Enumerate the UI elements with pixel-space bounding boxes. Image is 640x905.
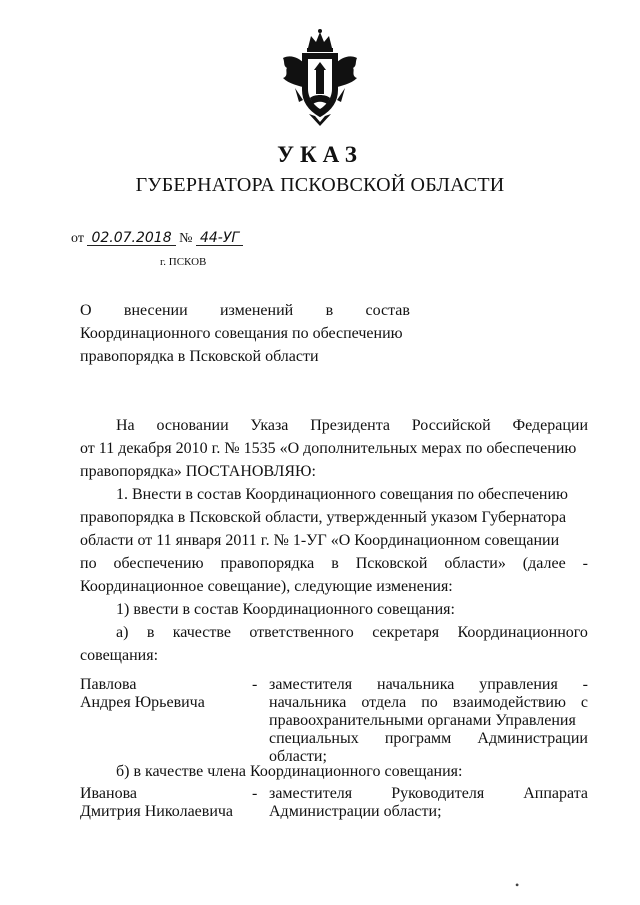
word: Федерации xyxy=(512,417,588,434)
body-line: правопорядка в Псковской области, утвержденный указом Губернатора xyxy=(80,509,567,526)
body-line: 1. Внести в состав Координационного совещания по обеспечению xyxy=(116,486,568,503)
number-label: № xyxy=(179,231,193,246)
word: по xyxy=(421,694,438,711)
word: Администрации xyxy=(477,730,588,747)
dash-separator: - xyxy=(252,785,258,802)
pskov-coat-of-arms-emblem xyxy=(281,28,359,128)
body-line: 1) ввести в состав Координационного совещания: xyxy=(116,601,455,618)
word: в xyxy=(146,624,155,641)
person-position xyxy=(269,785,588,821)
person-name xyxy=(80,785,233,821)
decree-body xyxy=(80,414,588,667)
body-line xyxy=(80,414,588,437)
position-line: Администрации области; xyxy=(269,803,442,820)
decree-body-continued xyxy=(80,760,588,783)
word: Президента xyxy=(310,417,391,434)
position-line xyxy=(269,676,588,694)
person-surname: Иванова xyxy=(80,785,138,802)
position-line: правоохранительными органами Управления xyxy=(269,712,576,729)
person-surname: Павлова xyxy=(80,676,137,693)
position-line xyxy=(269,730,588,748)
word: секретаря xyxy=(372,624,440,641)
word: О xyxy=(80,302,92,319)
word: заместителя xyxy=(269,676,353,693)
word: состав xyxy=(365,302,410,319)
word: а) xyxy=(116,624,129,641)
word: с xyxy=(580,694,588,711)
person-given-names: Дмитрия Николаевича xyxy=(80,803,234,820)
word: области» xyxy=(444,555,506,572)
handwritten-number: 44-УГ xyxy=(196,231,243,246)
document-subtitle: ГУБЕРНАТОРА ПСКОВСКОЙ ОБЛАСТИ xyxy=(135,174,505,196)
word: начальника xyxy=(269,694,347,711)
word: основании xyxy=(156,417,229,434)
subject-line-3: правопорядка в Псковской области xyxy=(80,348,319,365)
body-line: Координационное совещание), следующие изменения: xyxy=(80,578,453,595)
word: Указа xyxy=(250,417,289,434)
subject-line-1 xyxy=(80,299,410,322)
date-number-line xyxy=(71,231,243,247)
word: Руководителя xyxy=(391,785,485,802)
word: отдела xyxy=(361,694,407,711)
person-position xyxy=(269,676,588,766)
word: в xyxy=(331,555,339,572)
person-entry xyxy=(80,676,588,766)
subject-line-2: Координационного совещания по обеспечению xyxy=(80,325,403,342)
word: заместителя xyxy=(269,785,353,802)
word: начальника xyxy=(377,676,455,693)
person-given-names: Андрея Юрьевича xyxy=(80,694,205,711)
person-entry xyxy=(80,785,588,825)
city-label: г. ПСКОВ xyxy=(160,256,207,268)
dash-separator: - xyxy=(252,676,258,693)
word: специальных xyxy=(269,730,359,747)
word: программ xyxy=(384,730,452,747)
word: изменений xyxy=(219,302,294,319)
word: Аппарата xyxy=(523,785,588,802)
word: по xyxy=(80,555,97,572)
decree-subject xyxy=(80,299,410,368)
footer-mark: • xyxy=(515,878,520,892)
word: качестве xyxy=(172,624,231,641)
word: - xyxy=(582,676,588,693)
body-line xyxy=(80,552,588,575)
position-line xyxy=(269,694,588,712)
position-line xyxy=(269,785,588,803)
body-line: б) в качестве члена Координационного совещания: xyxy=(116,763,463,780)
document-title: УКАЗ xyxy=(277,142,363,167)
body-line: от 11 декабря 2010 г. № 1535 «О дополнительных мерах по обеспечению xyxy=(80,440,577,457)
word: На xyxy=(116,417,135,434)
word: взаимодействию xyxy=(452,694,566,711)
person-name xyxy=(80,676,205,712)
word: Координационного xyxy=(457,624,588,641)
word: обеспечению xyxy=(113,555,204,572)
word: в xyxy=(325,302,334,319)
handwritten-date: 02.07.2018 xyxy=(87,231,175,246)
word: внесении xyxy=(123,302,188,319)
word: - xyxy=(582,555,588,572)
word: правопорядка xyxy=(220,555,315,572)
word: управления xyxy=(479,676,558,693)
word: Российской xyxy=(411,417,491,434)
body-line xyxy=(80,621,588,644)
position-line: области; xyxy=(269,748,327,765)
word: (далее xyxy=(522,555,566,572)
word: ответственного xyxy=(249,624,354,641)
body-line: правопорядка» ПОСТАНОВЛЯЮ: xyxy=(80,463,316,480)
word: Псковской xyxy=(355,555,428,572)
body-line: совещания: xyxy=(80,647,159,664)
date-prefix: от xyxy=(71,231,84,246)
body-line: области от 11 января 2011 г. № 1-УГ «О Координационном совещании xyxy=(80,532,560,549)
